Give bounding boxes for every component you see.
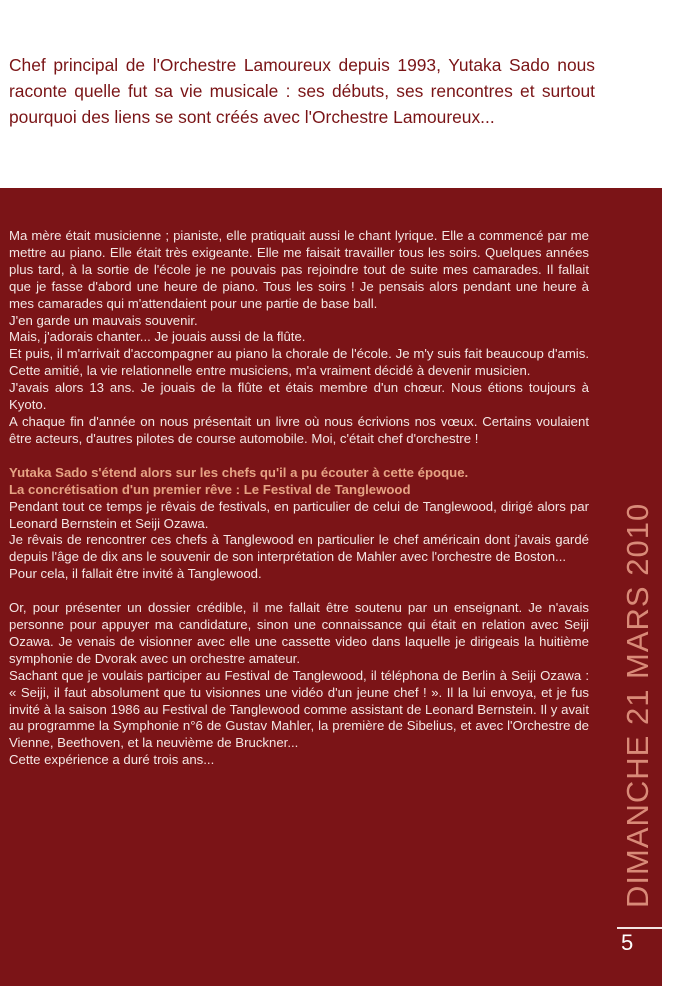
intro-text: Chef principal de l'Orchestre Lamoureux depuis 1993, Yutaka Sado nous raconte quelle fut sa vie musicale : ses débuts, ses rencontres et surtout pourquoi des liens se sont créés avec l'Orchestre Lamoureux... [9,55,595,127]
paragraph: Sachant que je voulais participer au Festival de Tanglewood, il téléphona de Berlin à Seiji Ozawa : « Seiji, il faut absolument que tu visionnes une vidéo d'un jeune chef ! ». Il la lui envoya, et je fus invité à la saison 1986 au Festival de Tanglewood comme assistant de Leonard Bernstein. Il y avait au programme la Symphonie n°6 de Gustav Mahler, la première de Sibelius, et avec l'Orchestre de Vienne, Beethoven, et la neuvième de Bruckner... [9,667,589,751]
paragraph: Cette expérience a duré trois ans... [9,752,215,768]
paragraph: Pour cela, il fallait être invité à Tanglewood. [9,566,262,582]
paragraph: Et puis, il m'arrivait d'accompagner au piano la chorale de l'école. Je m'y suis fait beaucoup d'amis. Cette amitié, la vie relationnelle entre musiciens, m'a vraiment décidé à devenir musicien. [9,346,589,379]
paragraph-gap [9,583,589,600]
paragraph: Or, pour présenter un dossier crédible, il me fallait être soutenu par un enseignant. Je n'avais personne pour appuyer ma candidature, sinon une connaissance qui était en relation avec Seiji Ozawa. Je venais de visionner avec elle une cassette video dans laquelle je dirigeais la huitième symphonie de Dvorak avec un orchestre amateur. [9,600,589,666]
subheading-chefs: Yutaka Sado s'étend alors sur les chefs qu'il a pu écouter à cette époque. [9,464,469,480]
paragraph: Je rêvais de rencontrer ces chefs à Tanglewood en particulier le chef américain dont j'avais gardé depuis l'âge de dix ans le souvenir de son interprétation de Mahler avec l'orchestre de Boston... [9,532,589,565]
page-number: 5 [621,930,634,955]
paragraph: J'en garde un mauvais souvenir. [9,312,198,328]
article-body [9,228,589,769]
paragraph: J'avais alors 13 ans. Je jouais de la flûte et étais membre d'un chœur. Nous étions toujours à Kyoto. [9,380,589,413]
page-number-rule [617,927,662,929]
paragraph-gap [9,448,589,465]
paragraph: Ma mère était musicienne ; pianiste, elle pratiquait aussi le chant lyrique. Elle a commencé par me mettre au piano. Elle était très exigeante. Elle me faisait travailler tous les soirs. Quelques années plus tard, à la sortie de l'école je ne pouvais pas rejoindre tout de suite mes camarades. Il fallait que je fasse d'abord une heure de piano. Tous les soirs ! Je pensais alors pendant une heure à mes camarades qui m'attendaient pour une partie de base ball. [9,228,589,311]
paragraph: Mais, j'adorais chanter... Je jouais aussi de la flûte. [9,329,306,345]
sidebar-date: DIMANCHE 21 MARS 2010 [620,502,655,908]
paragraph: A chaque fin d'année on nous présentait un livre où nous écrivions nos vœux. Certains voulaient être acteurs, d'autres pilotes de course automobile. Moi, c'était chef d'orchestre ! [9,413,589,446]
paragraph: Pendant tout ce temps je rêvais de festivals, en particulier de celui de Tanglewood, dirigé alors par Leonard Bernstein et Seiji Ozawa. [9,498,589,531]
intro-paragraph [9,52,595,130]
subheading-tanglewood: La concrétisation d'un premier rêve : Le Festival de Tanglewood [9,481,411,497]
margin-strip [662,188,684,986]
